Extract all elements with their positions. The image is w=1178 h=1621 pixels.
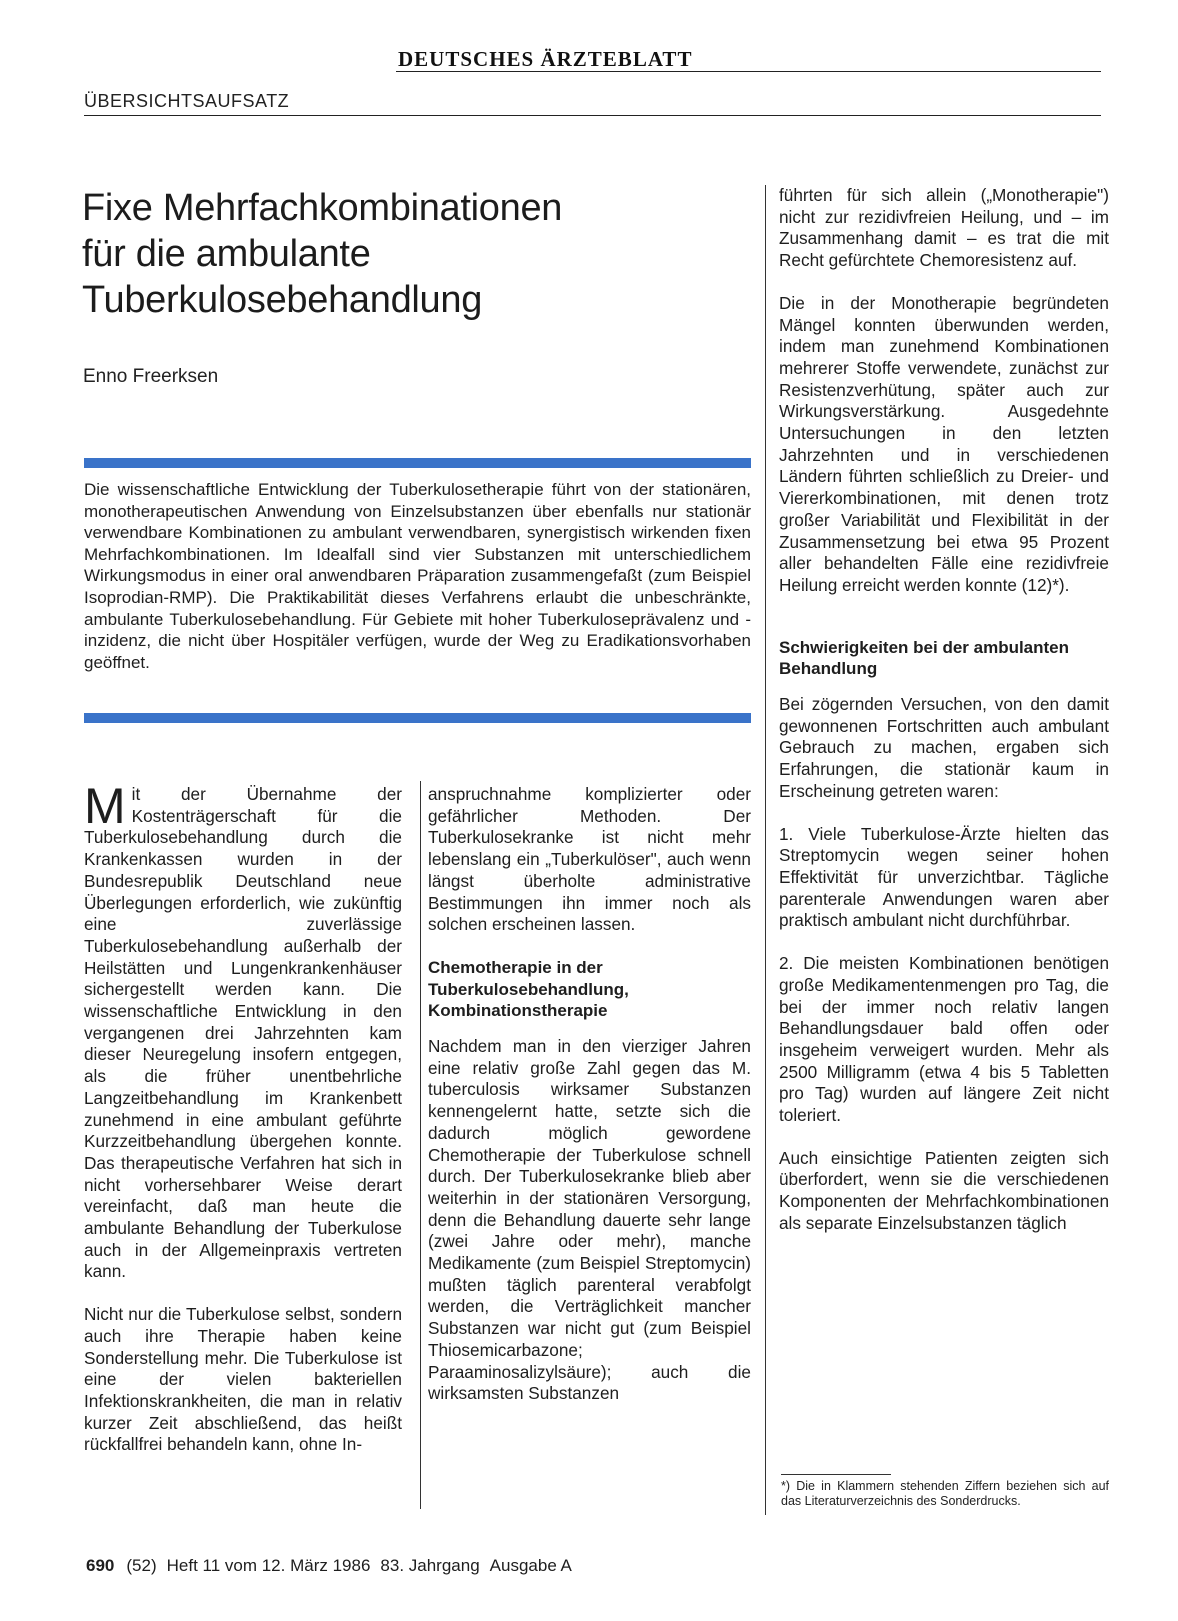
- column-divider-right: [765, 185, 766, 1515]
- volume-info: 83. Jahrgang: [380, 1556, 480, 1575]
- body-paragraph: Die in der Monotherapie begründeten Mängel konnten überwunden werden, indem man zunehmend Kombinationen mehrerer Stoffe verwendete, zunächst zur Resistenzverhütung, später auch zur Wirkungsverstärkung. Ausgedehnte Untersuchungen in den letzten Jahrzehnten und in verschiedenen Ländern führten schließlich zu Dreier- und Viererkombinationen, mit denen trotz großer Variabilität und Flexibilität in der Zusammensetzung bei etwa 95 Prozent aller behandelten Fälle eine rezidivfreie Heilung erreicht werden konnte (12)*).: [779, 292, 1109, 595]
- body-paragraph: Bei zögernden Versuchen, von den damit gewonnenen Fortschritten auch ambulant Gebrauch zu machen, ergaben sich Erfahrungen, die stationär kaum in Erscheinung getreten waren:: [779, 694, 1109, 801]
- abstract-bar-bottom: [84, 713, 751, 723]
- body-paragraph: [84, 778, 402, 1283]
- page-number: 690: [86, 1556, 115, 1575]
- paragraph-text: it der Übernahme der Kostenträgerschaft für die Tuberkulosebehandlung durch die Krankenkassen wurden in der Bundesrepublik Deutschland neue Überlegungen erforderlich, wie zukünftig eine zuverlässige Tuberkulosebehandlung außerhalb der Heilstätten und Lungenkrankenhäuser sichergestellt werden kann. Die wissenschaftliche Entwicklung in den vergangenen drei Jahrzehnten kam dieser Neuregelung insofern entgegen, als die früher unentbehrliche Langzeitbehandlung im Krankenbett zunehmend in eine ambulant geführte Kurzzeitbehandlung übergehen konnte. Das therapeutische Verfahren hat sich in nicht vorhersehbarer Weise derart vereinfacht, daß man heute die ambulante Behandlung der Tuberkulose auch in der Allgemeinpraxis vertreten kann.: [84, 784, 402, 1282]
- edition-info: Ausgabe A: [489, 1556, 572, 1575]
- subheading: Chemotherapie in der Tuberkulosebehandlung, Kombinationstherapie: [428, 957, 629, 1021]
- title-line: Fixe Mehrfachkombinationen: [82, 187, 563, 229]
- drop-cap: M: [84, 778, 126, 834]
- body-paragraph: führten für sich allein („Monotherapie") nicht zur rezidivfreien Heilung, und – im Zusammenhang damit – es trat die mit Recht gefürchtete Chemoresistenz auf.: [779, 185, 1109, 271]
- body-paragraph: anspruchnahme komplizierter oder gefährlicher Methoden. Der Tuberkulosekranke ist nicht mehr lebenslang ein „Tuberkulöser", auch wenn längst überholte administrative Bestimmungen ihn immer noch als solchen erscheinen lassen.: [428, 784, 751, 935]
- issue-info: Heft 11 vom 12. März 1986: [166, 1556, 371, 1575]
- abstract-bar-top: [84, 458, 751, 468]
- journal-name: DEUTSCHES ÄRZTEBLATT: [398, 47, 693, 71]
- subheading: Schwierigkeiten bei der ambulanten Behandlung: [779, 637, 1070, 679]
- article-title: [82, 185, 722, 323]
- column-divider-left: [420, 781, 421, 1509]
- body-paragraph: Nachdem man in den vierziger Jahren eine relativ große Zahl gegen das M. tuberculosis wirksamer Substanzen kennengelernt hatte, setzte sich die dadurch möglich gewordene Chemotherapie der Tuberkulose schnell durch. Der Tuberkulosekranke blieb aber weiterhin in der stationären Versorgung, denn die Behandlung dauerte sehr lange (zwei Jahre oder mehr), manche Medikamente (zum Beispiel Streptomycin) mußten täglich parenteral verabfolgt werden, die Verträglichkeit mancher Substanzen war nicht gut (zum Beispiel Thiosemicarbazone; Paraaminosalizylsäure); auch die wirksamsten Substanzen: [428, 1036, 751, 1404]
- body-column-3: [779, 185, 1109, 1256]
- page-footer: [86, 1556, 582, 1576]
- header-rule-top: [396, 71, 1101, 72]
- author-name: Enno Freerksen: [83, 366, 219, 387]
- section-label: ÜBERSICHTSAUFSATZ: [84, 91, 290, 111]
- footnote-rule: [781, 1474, 891, 1475]
- body-paragraph: Auch einsichtige Patienten zeigten sich überfordert, wenn sie die verschiedenen Komponenten der Mehrfachkombinationen als separate Einzelsubstanzen täglich: [779, 1147, 1109, 1233]
- header-rule-bottom: [84, 115, 1101, 116]
- abstract-text: Die wissenschaftliche Entwicklung der Tuberkulosetherapie führt von der stationären, monotherapeutischen Anwendung von Einzelsubstanzen über ebenfalls nur stationär verwendbare Kombinationen zu ambulant verwendbaren, synergistisch wirkenden fixen Mehrfachkombinationen. Im Idealfall sind vier Substanzen mit unterschiedlichem Wirkungsmodus in einer oral anwendbaren Präparation zusammengefaßt (zum Beispiel Isoprodian-RMP). Die Praktikabilität dieses Verfahrens erlaubt die unbeschränkte, ambulante Tuberkulosebehandlung. Für Gebiete mit hoher Tuberkuloseprävalenz und -inzidenz, die nicht über Hospitäler verfügen, wurde der Weg zu Eradikationsvorhaben geöffnet.: [84, 480, 751, 672]
- title-line: Tuberkulosebehandlung: [82, 279, 483, 321]
- title-line: für die ambulante: [82, 233, 371, 275]
- body-column-1: [84, 778, 402, 1477]
- body-paragraph: 2. Die meisten Kombinationen benötigen große Medikamentenmengen pro Tag, die bei der immer noch relativ langen Behandlungsdauer bald offen oder insgeheim verweigert wurden. Mehr als 2500 Milligramm (etwa 4 bis 5 Tabletten pro Tag) wurden auf längere Zeit nicht toleriert.: [779, 953, 1109, 1126]
- body-paragraph: Nicht nur die Tuberkulose selbst, sondern auch ihre Therapie haben keine Sonderstellung mehr. Die Tuberkulose ist eine der vielen bakteriellen Infektionskrankheiten, die man in relativ kurzer Zeit abschließend, das heißt rückfallfrei behandeln kann, ohne In-: [84, 1304, 402, 1455]
- body-column-2: [428, 784, 751, 1426]
- footnote: *) Die in Klammern stehenden Ziffern beziehen sich auf das Literaturverzeichnis des Sonderdrucks.: [781, 1479, 1109, 1508]
- issue-page: (52): [126, 1556, 157, 1575]
- body-paragraph: 1. Viele Tuberkulose-Ärzte hielten das Streptomycin wegen seiner hohen Effektivität für unverzichtbar. Tägliche parenterale Anwendungen waren aber praktisch ambulant nicht durchführbar.: [779, 823, 1109, 931]
